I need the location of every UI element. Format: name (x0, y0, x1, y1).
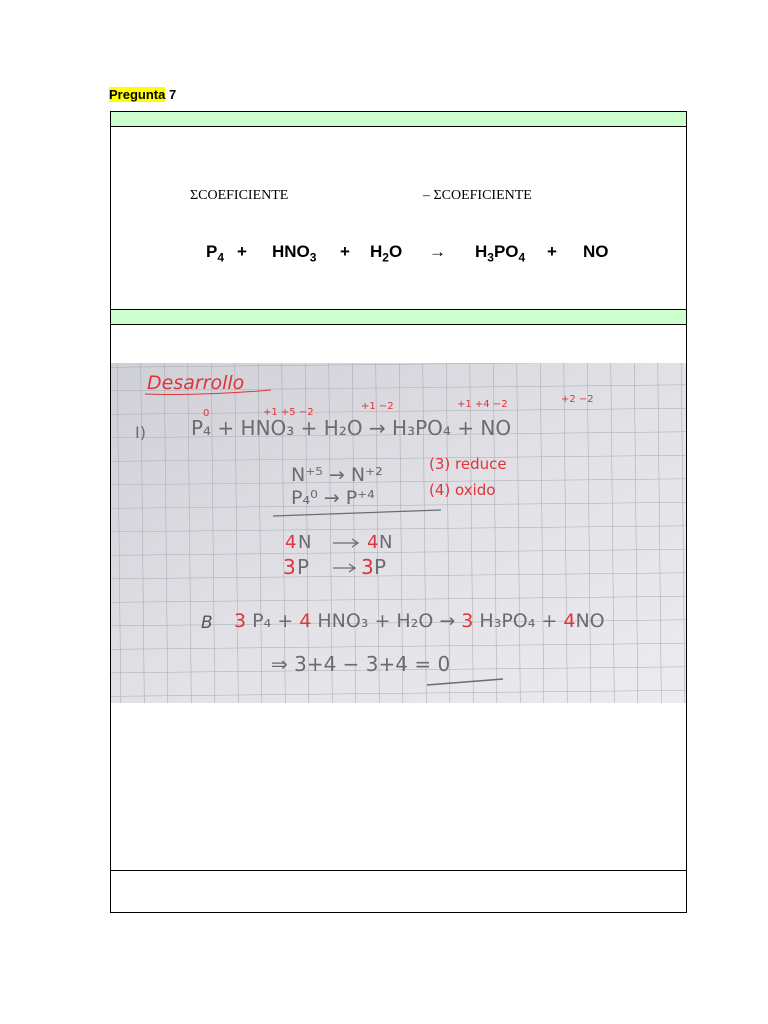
ox-state-h3po4: +1 +4 −2 (457, 399, 508, 410)
question-title (109, 86, 176, 103)
header-band (111, 112, 686, 127)
phosphorus-change: P₄⁰ → P⁺⁴ (291, 487, 375, 509)
reaction-arrow: → (429, 242, 446, 261)
ox-state-p4: 0 (203, 408, 210, 419)
coefficient-sum-left: ΣCOEFICIENTE (190, 188, 289, 203)
n-coefficient-right: 4 (367, 532, 379, 553)
product-no: NO (583, 242, 609, 261)
p-balance-right: P (374, 555, 387, 579)
question-number: 7 (168, 87, 177, 102)
n-balance-right: N (379, 532, 393, 553)
reactant-p4: $P_4$ (206, 242, 225, 265)
p-coefficient-right: 3 (361, 555, 374, 579)
handwritten-solution-photo (111, 363, 686, 703)
p-coefficient-left: 3 (283, 555, 296, 579)
ox-state-hno3: +1 +5 −2 (263, 407, 314, 418)
plus-sign: + (547, 242, 557, 261)
reactant-h2o: $H_2O$ (370, 242, 403, 265)
plus-sign: + (237, 242, 247, 261)
n-balance-left: N (298, 532, 312, 553)
ox-state-no: +2 −2 (561, 394, 594, 405)
balanced-marker: B (201, 613, 213, 633)
product-h3po4: $H_3PO_4$ (475, 242, 526, 265)
question-label: Pregunta (109, 87, 166, 102)
item-marker: I) (135, 423, 146, 442)
nitrogen-note: (3) reduce (429, 455, 507, 473)
section-band (111, 309, 686, 325)
nitrogen-change: N⁺⁵ → N⁺² (291, 464, 383, 486)
question-frame (110, 111, 687, 913)
grid-paper-photo (111, 363, 686, 703)
p-balance-left: P (297, 555, 310, 579)
plus-sign: + (340, 242, 350, 261)
reactant-hno3: $HNO_3$ (272, 242, 317, 265)
phosphorus-note: (4) oxido (429, 481, 496, 499)
handwritten-equation: P₄ + HNO₃ + H₂O → H₃PO₄ + NO (191, 416, 512, 440)
coefficient-sum-right: – ΣCOEFICIENTE (423, 188, 532, 203)
footer-divider (111, 870, 686, 871)
coefficient-sum-result: ⇒ 3+4 − 3+4 = 0 (271, 652, 451, 676)
handwritten-title: Desarrollo (147, 372, 245, 394)
balanced-equation: 3 P₄ + 4 HNO₃ + H₂O → 3 H₃PO₄ + 4NO (234, 610, 605, 632)
ox-state-h2o: +1 −2 (361, 401, 394, 412)
n-coefficient-left: 4 (285, 532, 297, 553)
